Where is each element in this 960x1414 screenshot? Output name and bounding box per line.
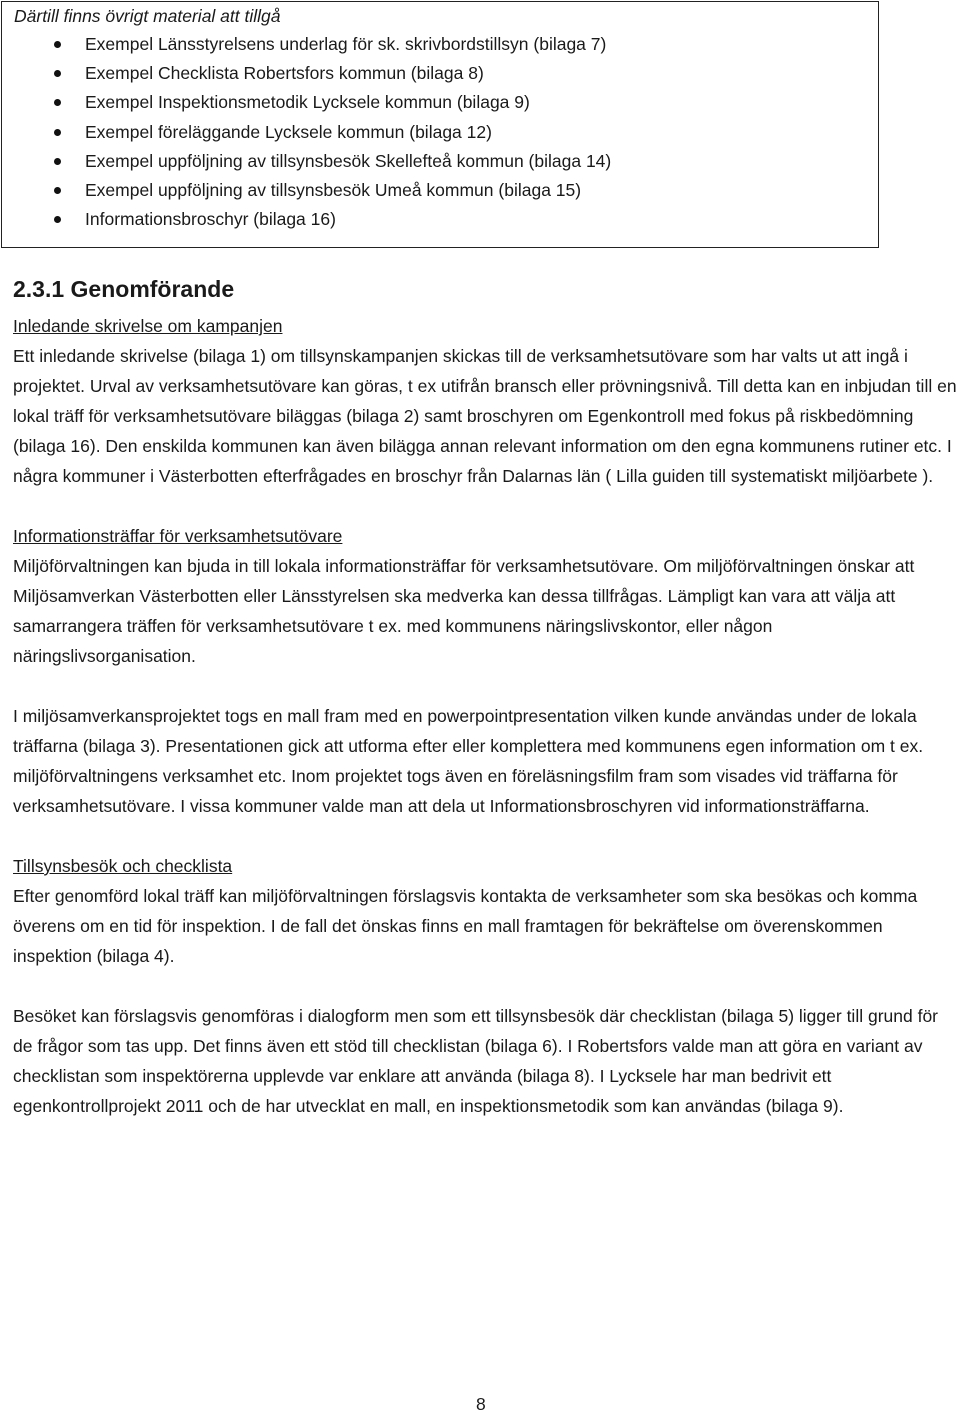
paragraph-tillsynsbesok-2: Besöket kan förslagsvis genomföras i dialogform men som ett tillsynsbesök där checklistan (bilaga 5) ligger till grund för de frågor som tas upp. Det finns även ett stöd till checklistan (bilaga 6). I Robertsfors valde man att göra en variant av checklistan som inspektörerna upplevde var enklare att använda (bilaga 8). I Lycksele har man bedrivit ett egenkontrollprojekt 2011 och de har utvecklat en mall, en inspektionsmetodik som kan användas (bilaga 9). [13, 1006, 939, 1116]
subheading-tillsynsbesok: Tillsynsbesök och checklista [13, 856, 233, 876]
list-item-text: Exempel Inspektionsmetodik Lycksele kommun (bilaga 9) [85, 92, 530, 113]
bullet-icon [54, 158, 61, 165]
box-title: Därtill finns övrigt material att tillgå [14, 6, 281, 26]
list-item-text: Exempel Länsstyrelsens underlag för sk. skrivbordstillsyn (bilaga 7) [85, 34, 607, 54]
paragraph-informationstraffar-2: I miljösamverkansprojektet togs en mall fram med en powerpointpresentation vilken kunde användas under de lokala träffarna (bilaga 3). Presentationen gick att utforma efter eller komplettera med kommunens egen information om t ex. miljöförvaltningens verksamhet etc. Inom projektet togs även en föreläsningsfilm fram som visades vid träffarna för verksamhetsutövare. I vissa kommuner valde man att dela ut Informationsbroschyren vid informationsträffarna. [13, 706, 924, 816]
section-content [13, 311, 960, 1121]
list-item [14, 63, 878, 83]
list-item [14, 34, 878, 54]
section-heading: 2.3.1 Genomförande [13, 276, 235, 302]
list-item [14, 151, 878, 171]
paragraph-tillsynsbesok-1: Efter genomförd lokal träff kan miljöförvaltningen förslagsvis kontakta de verksamheter som ska besökas och komma överens om en tid för inspektion. I de fall det önskas finns en mall framtagen för bekräftelse om överenskommen inspektion (bilaga 4). [13, 886, 918, 966]
list-item [14, 209, 878, 229]
bullet-icon [54, 70, 61, 77]
subheading-inledande-skrivelse: Inledande skrivelse om kampanjen [13, 316, 283, 336]
page-number: 8 [476, 1394, 486, 1414]
list-item [14, 92, 878, 112]
bullet-icon [54, 41, 61, 48]
bullet-icon [54, 99, 61, 106]
list-item [14, 122, 878, 142]
paragraph-informationstraffar-1: Miljöförvaltningen kan bjuda in till lokala informationsträffar för verksamhetsutövare. Om miljöförvaltningen önskar att Miljösamverkan Västerbotten eller Länsstyrelsen ska medverka kan dessa tillfrågas. Lämpligt kan vara att välja att samarrangera träffen för verksamhetsutövare t ex. med kommunens näringslivskontor, eller någon näringslivsorganisation. [13, 556, 915, 666]
list-item-text: Exempel föreläggande Lycksele kommun (bilaga 12) [85, 121, 492, 142]
bullet-icon [54, 187, 61, 194]
list-item-text: Exempel uppföljning av tillsynsbesök Umeå kommun (bilaga 15) [85, 179, 582, 200]
subheading-informationstraffar: Informationsträffar för verksamhetsutövare [13, 526, 343, 546]
list-item-text: Informationsbroschyr (bilaga 16) [85, 209, 336, 230]
list-item-text: Exempel uppföljning av tillsynsbesök Skellefteå kommun (bilaga 14) [85, 150, 612, 171]
list-item [14, 180, 878, 200]
bullet-icon [54, 216, 61, 223]
bullet-icon [54, 129, 61, 136]
other-material-box [1, 1, 879, 248]
list-item-text: Exempel Checklista Robertsfors kommun (bilaga 8) [85, 63, 484, 84]
paragraph-inledande-skrivelse: Ett inledande skrivelse (bilaga 1) om tillsynskampanjen skickas till de verksamhetsutövare som har valts ut att ingå i projektet. Urval av verksamhetsutövare kan göras, t ex utifrån bransch eller prövningsnivå. Till detta kan en inbjudan till en lokal träff för verksamhetsutövare biläggas (bilaga 2) samt broschyren om Egenkontroll med fokus på riskbedömning (bilaga 16). Den enskilda kommunen kan även bilägga annan relevant information om den egna kommunens rutiner etc. I några kommuner i Västerbotten efterfrågades en broschyr från Dalarnas län ( Lilla guiden till systematiskt miljöarbete ). [13, 346, 957, 486]
material-list [14, 34, 878, 229]
